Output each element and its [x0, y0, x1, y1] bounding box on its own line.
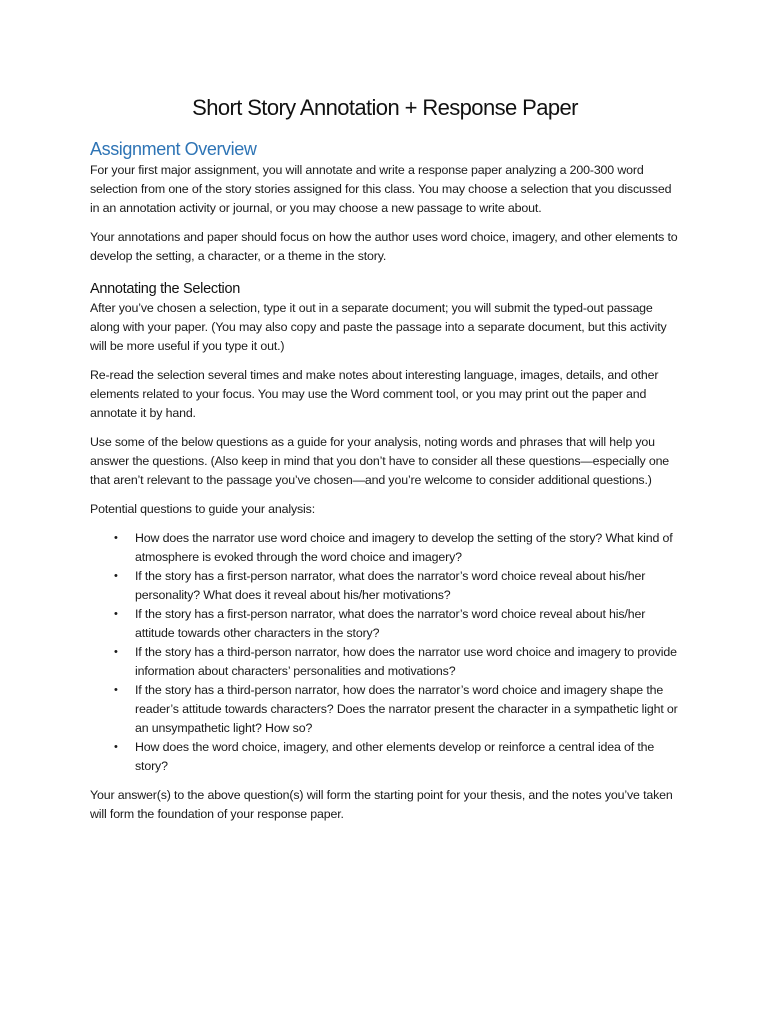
question-list [90, 529, 680, 776]
overview-paragraph-2: Your annotations and paper should focus on how the author uses word choice, imagery, and other elements to develop the setting, a character, or a theme in the story. [90, 230, 678, 263]
closing-paragraph: Your answer(s) to the above question(s) will form the starting point for your thesis, and the notes you’ve taken will form the foundation of your response paper. [90, 788, 673, 821]
questions-intro: Potential questions to guide your analysis: [90, 502, 315, 516]
bullet-icon: • [114, 741, 118, 753]
list-item [114, 681, 680, 738]
assignment-overview-heading: Assignment Overview [90, 139, 257, 159]
bullet-icon: • [114, 608, 118, 620]
list-item [114, 529, 680, 567]
bullet-icon: • [114, 684, 118, 696]
bullet-icon: • [114, 646, 118, 658]
list-item-text: How does the word choice, imagery, and other elements develop or reinforce a central idea of the story? [135, 740, 655, 773]
list-item-text: If the story has a first-person narrator, what does the narrator’s word choice reveal about his/her personality? What does it reveal about his/her motivations? [135, 569, 646, 602]
annotating-paragraph-1: After you’ve chosen a selection, type it out in a separate document; you will submit the typed-out passage along with your paper. (You may also copy and paste the passage into a separate document, but this activity will be more useful if you type it out.) [90, 301, 667, 353]
list-item [114, 738, 680, 776]
list-item-text: If the story has a first-person narrator, what does the narrator’s word choice reveal about his/her attitude towards other characters in the story? [135, 607, 646, 640]
list-item [114, 567, 680, 605]
bullet-icon: • [114, 570, 118, 582]
list-item-text: If the story has a third-person narrator, how does the narrator’s word choice and imagery shape the reader’s attitude towards characters? Does the narrator present the character in a sympathetic light or an unsympathetic light? How so? [135, 683, 678, 735]
list-item-text: If the story has a third-person narrator, how does the narrator use word choice and imagery to provide information about characters’ personalities and motivations? [135, 645, 677, 678]
list-item [114, 643, 680, 681]
list-item [114, 605, 680, 643]
bullet-icon: • [114, 532, 118, 544]
annotating-selection-heading: Annotating the Selection [90, 281, 240, 297]
list-item-text: How does the narrator use word choice and imagery to develop the setting of the story? What kind of atmosphere is evoked through the word choice and imagery? [135, 531, 673, 564]
annotating-paragraph-3: Use some of the below questions as a guide for your analysis, noting words and phrases that will help you answer the questions. (Also keep in mind that you don’t have to consider all these questions—especially one that aren’t relevant to the passage you’ve chosen—and you’re welcome to consider additional questions.) [90, 435, 670, 487]
annotating-paragraph-2: Re-read the selection several times and make notes about interesting language, images, details, and other elements related to your focus. You may use the Word comment tool, or you may print out the paper and annotate it by hand. [90, 368, 659, 420]
document-title: Short Story Annotation + Response Paper [192, 95, 578, 120]
overview-paragraph-1: For your first major assignment, you will annotate and write a response paper analyzing a 200-300 word selection from one of the story stories assigned for this class. You may choose a selection that you discussed in an annotation activity or journal, or you may choose a new passage to write about. [90, 163, 672, 215]
